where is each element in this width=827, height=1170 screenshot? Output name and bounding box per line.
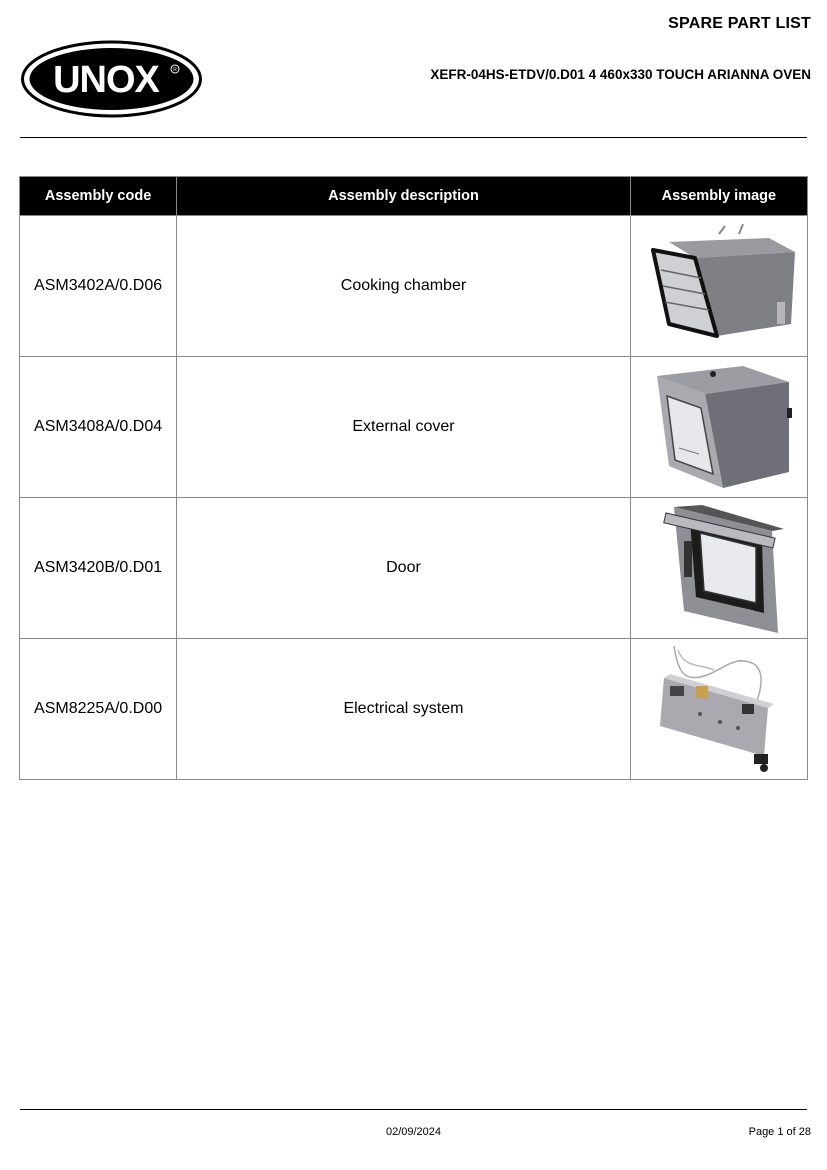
- assembly-code: ASM8225A/0.D00: [20, 639, 177, 780]
- page-number: Page 1 of 28: [748, 1126, 811, 1138]
- column-header-image: Assembly image: [630, 177, 807, 216]
- assembly-table: [19, 176, 808, 780]
- assembly-image-cell: [630, 357, 807, 498]
- assembly-code: ASM3408A/0.D04: [20, 357, 177, 498]
- table-row: [20, 216, 808, 357]
- electrical-system-image: [644, 642, 794, 776]
- table-row: [20, 639, 808, 780]
- assembly-description: Electrical system: [177, 639, 631, 780]
- header-divider: [20, 137, 807, 138]
- column-header-code: Assembly code: [20, 177, 177, 216]
- footer-date: 02/09/2024: [385, 1126, 442, 1138]
- svg-text:XEFR: XEFR: [737, 607, 755, 617]
- svg-text:R: R: [173, 67, 177, 73]
- cooking-chamber-image: [639, 224, 799, 349]
- unox-logo: [20, 40, 203, 118]
- door-image: [644, 501, 794, 635]
- footer-divider: [20, 1109, 807, 1110]
- assembly-image-cell: [630, 216, 807, 357]
- column-header-description: Assembly description: [177, 177, 631, 216]
- assembly-description: External cover: [177, 357, 631, 498]
- document-title: SPARE PART LIST: [668, 15, 811, 32]
- assembly-description: Cooking chamber: [177, 216, 631, 357]
- table-row: [20, 357, 808, 498]
- assembly-code: ASM3402A/0.D06: [20, 216, 177, 357]
- table-row: [20, 498, 808, 639]
- svg-text:UNOX: UNOX: [53, 59, 159, 101]
- model-title: XEFR-04HS-ETDV/0.D01 4 460x330 TOUCH ARIANNA OVEN: [430, 67, 811, 82]
- table-header-row: [20, 177, 808, 216]
- assembly-image-cell: [630, 498, 807, 639]
- external-cover-image: [639, 362, 799, 492]
- assembly-image-cell: [630, 639, 807, 780]
- assembly-code: ASM3420B/0.D01: [20, 498, 177, 639]
- assembly-description: Door: [177, 498, 631, 639]
